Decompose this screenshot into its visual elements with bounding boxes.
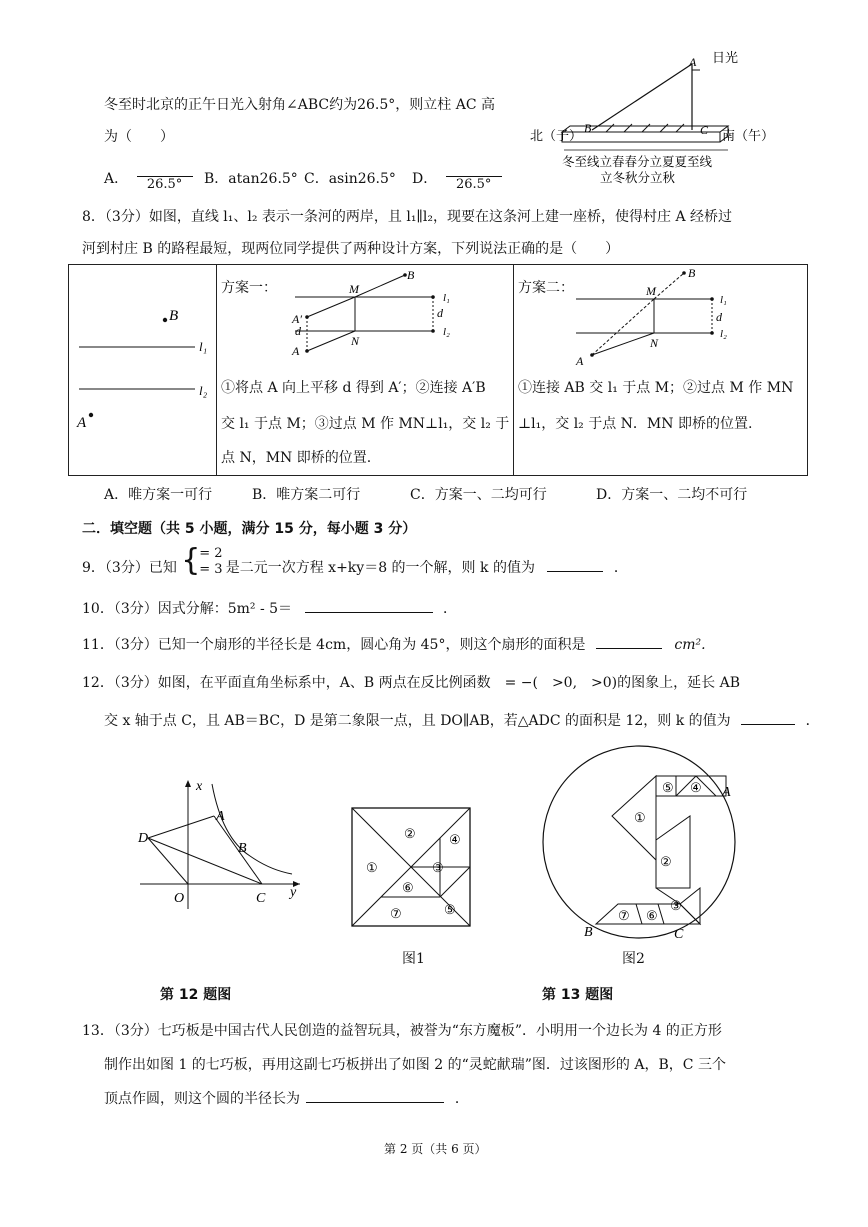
q13-blank[interactable] xyxy=(306,1088,444,1103)
fig13b-p3: ③ xyxy=(670,898,682,913)
q8-p1-a: A xyxy=(292,344,300,358)
q13-line2: 制作出如图 1 的七巧板，再用这副七巧板拼出了如图 2 的“灵蛇献瑞”图．过该图形的 A，B，C 三个 xyxy=(104,1057,726,1073)
fig13b-p6: ⑥ xyxy=(646,908,658,923)
q8-stem-line1: 8．（3分）如图，直线 l₁、l₂ 表示一条河的两岸，且 l₁∥l₂，现要在这条河上建一座桥，使得村庄 A 经桥过 xyxy=(82,209,732,225)
q12-line2-text: 交 x 轴于点 C，且 AB＝BC，D 是第二象限一点，且 DO∥AB，若△ADC 的面积是 12，则 k 的值为 xyxy=(104,713,731,729)
fig12-x: x xyxy=(196,779,203,794)
q12-blank[interactable] xyxy=(741,710,795,725)
fig13-serpent-2 xyxy=(538,742,744,942)
fig13b-b: B xyxy=(584,925,593,940)
fig13b-a: A xyxy=(722,785,731,800)
fig13a-p3: ③ xyxy=(432,860,444,875)
q8-plan1-text3: 点 N，MN 即桥的位置. xyxy=(221,450,372,466)
q7-fig-line2: 立冬秋分立秋 xyxy=(600,171,676,185)
q8-p2-l2: l₂ xyxy=(719,328,727,340)
q7-option-b[interactable]: B．atan26.5° xyxy=(204,171,298,187)
q8-plan2-title: 方案二： xyxy=(517,280,574,296)
q9-blank[interactable] xyxy=(547,557,603,572)
q7-option-d[interactable]: D． 26.5° xyxy=(412,168,502,192)
q8-left-l2: l₂ xyxy=(199,383,208,398)
q8-plan1-title: 方案一： xyxy=(221,280,277,296)
fig13-caption: 第 13 题图 xyxy=(542,987,614,1003)
section-2-heading: 二．填空题（共 5 小题，满分 15 分，每小题 3 分） xyxy=(82,521,417,537)
q7-option-a-den: 26.5° xyxy=(146,177,183,192)
fig13b-c: C xyxy=(674,927,684,942)
fig13a-p7: ⑦ xyxy=(390,906,402,921)
fig13a-p1: ① xyxy=(366,860,378,875)
q8-p2-a: A xyxy=(575,354,584,368)
q10-blank[interactable] xyxy=(305,598,433,613)
fig13a-p4: ④ xyxy=(449,832,461,847)
q10: 10．（3分）因式分解：5m² - 5＝ ． xyxy=(82,598,457,618)
q9-sys1: = 2 xyxy=(199,546,223,561)
q9-pre: 9．（3分）已知 xyxy=(82,560,177,576)
fig13a-p2: ② xyxy=(404,826,416,841)
q8-p1-ap: A′ xyxy=(292,312,302,326)
fig12-o: O xyxy=(174,891,185,906)
q8-plan2-text2: ⊥l₁，交 l₂ 于点 N．MN 即桥的位置. xyxy=(517,416,753,432)
fig13b-p1: ① xyxy=(634,810,646,825)
q8-p1-b: B xyxy=(407,268,415,282)
fig13a-p6: ⑥ xyxy=(402,880,414,895)
q8-plan2-figure xyxy=(570,265,770,369)
q8-stem-line2: 河到村庄 B 的路程最短，现两位同学提供了两种设计方案，下列说法正确的是（ ） xyxy=(82,241,620,257)
q8-plan2-text1: ①连接 AB 交 l₁ 于点 M；②过点 M 作 MN xyxy=(517,380,794,396)
q10-text: 10．（3分）因式分解：5m² - 5＝ xyxy=(82,601,293,617)
fig13b-p5: ⑤ xyxy=(662,780,674,795)
q8-p2-n: N xyxy=(649,336,658,350)
fig12-b: B xyxy=(238,841,247,856)
fig12-caption: 第 12 题图 xyxy=(160,987,232,1003)
fig13-caption-2: 图2 xyxy=(622,951,645,967)
fig13b-p7: ⑦ xyxy=(618,908,630,923)
q7-option-a[interactable]: A． 26.5° xyxy=(104,168,193,192)
q13-line1: 13．（3分）七巧板是中国古代人民创造的益智玩具，被誉为“东方魔板”．小明用一个边长为 4 的正方形 xyxy=(82,1023,722,1039)
q8-p2-l1: l₁ xyxy=(719,294,727,306)
q12-line2: 交 x 轴于点 C，且 AB＝BC，D 是第二象限一点，且 DO∥AB，若△ADC 的面积是 12，则 k 的值为 ． xyxy=(104,710,820,730)
q11-blank[interactable] xyxy=(596,634,662,649)
fig12-c: C xyxy=(256,891,266,906)
fig12-a: A xyxy=(216,809,225,824)
fig12 xyxy=(130,774,310,914)
q11 xyxy=(82,634,706,654)
fig13b-p2: ② xyxy=(660,854,672,869)
q8-cell-plan1 xyxy=(217,265,514,476)
q8-p1-d: d xyxy=(295,324,301,338)
q8-plan1-text2: 交 l₁ 于点 M；③过点 M 作 MN⊥l₁，交 l₂ 于 xyxy=(221,416,510,432)
q8-p1-n: N xyxy=(351,334,360,348)
q8-left-l1: l₁ xyxy=(199,339,208,354)
q7-fig-label-b: B xyxy=(584,121,592,135)
q11-text: 11．（3分）已知一个扇形的半径长是 4cm，圆心角为 45°，则这个扇形的面积是 xyxy=(82,637,586,653)
q8-option-d[interactable]: D．方案一、二均不可行 xyxy=(596,487,748,503)
q7-fig-label-a: A xyxy=(689,55,697,69)
q8-p2-b: B xyxy=(687,266,696,280)
q8-p2-m: M xyxy=(645,284,656,298)
q9-post: 是二元一次方程 x+ky＝8 的一个解，则 k 的值为 xyxy=(225,560,535,576)
q11-unit: cm². xyxy=(674,637,706,653)
q9: 9．（3分）已知 { = 2 = 3 是二元一次方程 x+ky＝8 的一个解，则 k 的值为 ． xyxy=(82,543,628,578)
q8-plan1-text1: ①将点 A 向上平移 d 得到 A′；②连接 A′B xyxy=(221,380,486,396)
q7-fig-label-c: C xyxy=(700,123,709,137)
q8-p2-d: d xyxy=(715,310,722,324)
fig13a-p5: ⑤ xyxy=(444,902,456,917)
q7-stem-line2: 为（ ） xyxy=(104,129,174,145)
q12-line1: 12．（3分）如图，在平面直角坐标系中，A、B 两点在反比例函数 = −( >0, >0)的图象上，延长 AB xyxy=(82,675,740,691)
q7-fig-sun: 日光 xyxy=(712,50,739,65)
q7-fig-line1: 冬至线立春春分立夏夏至线 xyxy=(562,155,713,169)
q7-fig-south: 南（午） xyxy=(722,128,774,143)
q8-p1-d2: d xyxy=(437,306,443,320)
q8-scheme-table xyxy=(68,264,808,476)
q8-plan1-figure xyxy=(277,267,467,363)
q8-cell-problem xyxy=(69,265,217,476)
fig12-d: D xyxy=(138,831,149,846)
page-footer: 第 2 页（共 6 页） xyxy=(384,1142,487,1156)
fig13b-p4: ④ xyxy=(690,780,702,795)
q8-p1-m: M xyxy=(349,282,359,296)
q7-option-d-den: 26.5° xyxy=(455,177,492,192)
q9-sys2: = 3 xyxy=(199,562,223,577)
q8-option-c[interactable]: C．方案一、二均可行 xyxy=(410,487,547,503)
fig13-tangram-1 xyxy=(350,806,474,930)
q7-stem-line1: 冬至时北京的正午日光入射角∠ABC约为26.5°，则立柱 AC 高 xyxy=(104,97,495,113)
fig13-caption-1: 图1 xyxy=(402,951,425,967)
q8-problem-figure xyxy=(69,265,216,471)
q7-option-c[interactable]: C．asin26.5° xyxy=(304,171,396,187)
q8-cell-plan2 xyxy=(513,265,807,476)
q8-option-a[interactable]: A．唯方案一可行 xyxy=(104,487,213,503)
q13-line3: 顶点作圆，则这个圆的半径长为 ． xyxy=(104,1088,469,1108)
q8-left-a: A xyxy=(77,415,87,431)
q7-fig-north: 北（子） xyxy=(530,128,583,143)
q7-sundial-figure xyxy=(524,48,774,188)
q8-p1-l1: l₁ xyxy=(443,292,450,304)
q13-line3-text: 顶点作圆，则这个圆的半径长为 xyxy=(104,1091,300,1107)
q8-left-b: B xyxy=(169,308,179,324)
q8-option-b[interactable]: B．唯方案二可行 xyxy=(252,487,361,503)
q8-p1-l2: l₂ xyxy=(443,326,450,338)
fig12-y: y xyxy=(290,885,297,900)
